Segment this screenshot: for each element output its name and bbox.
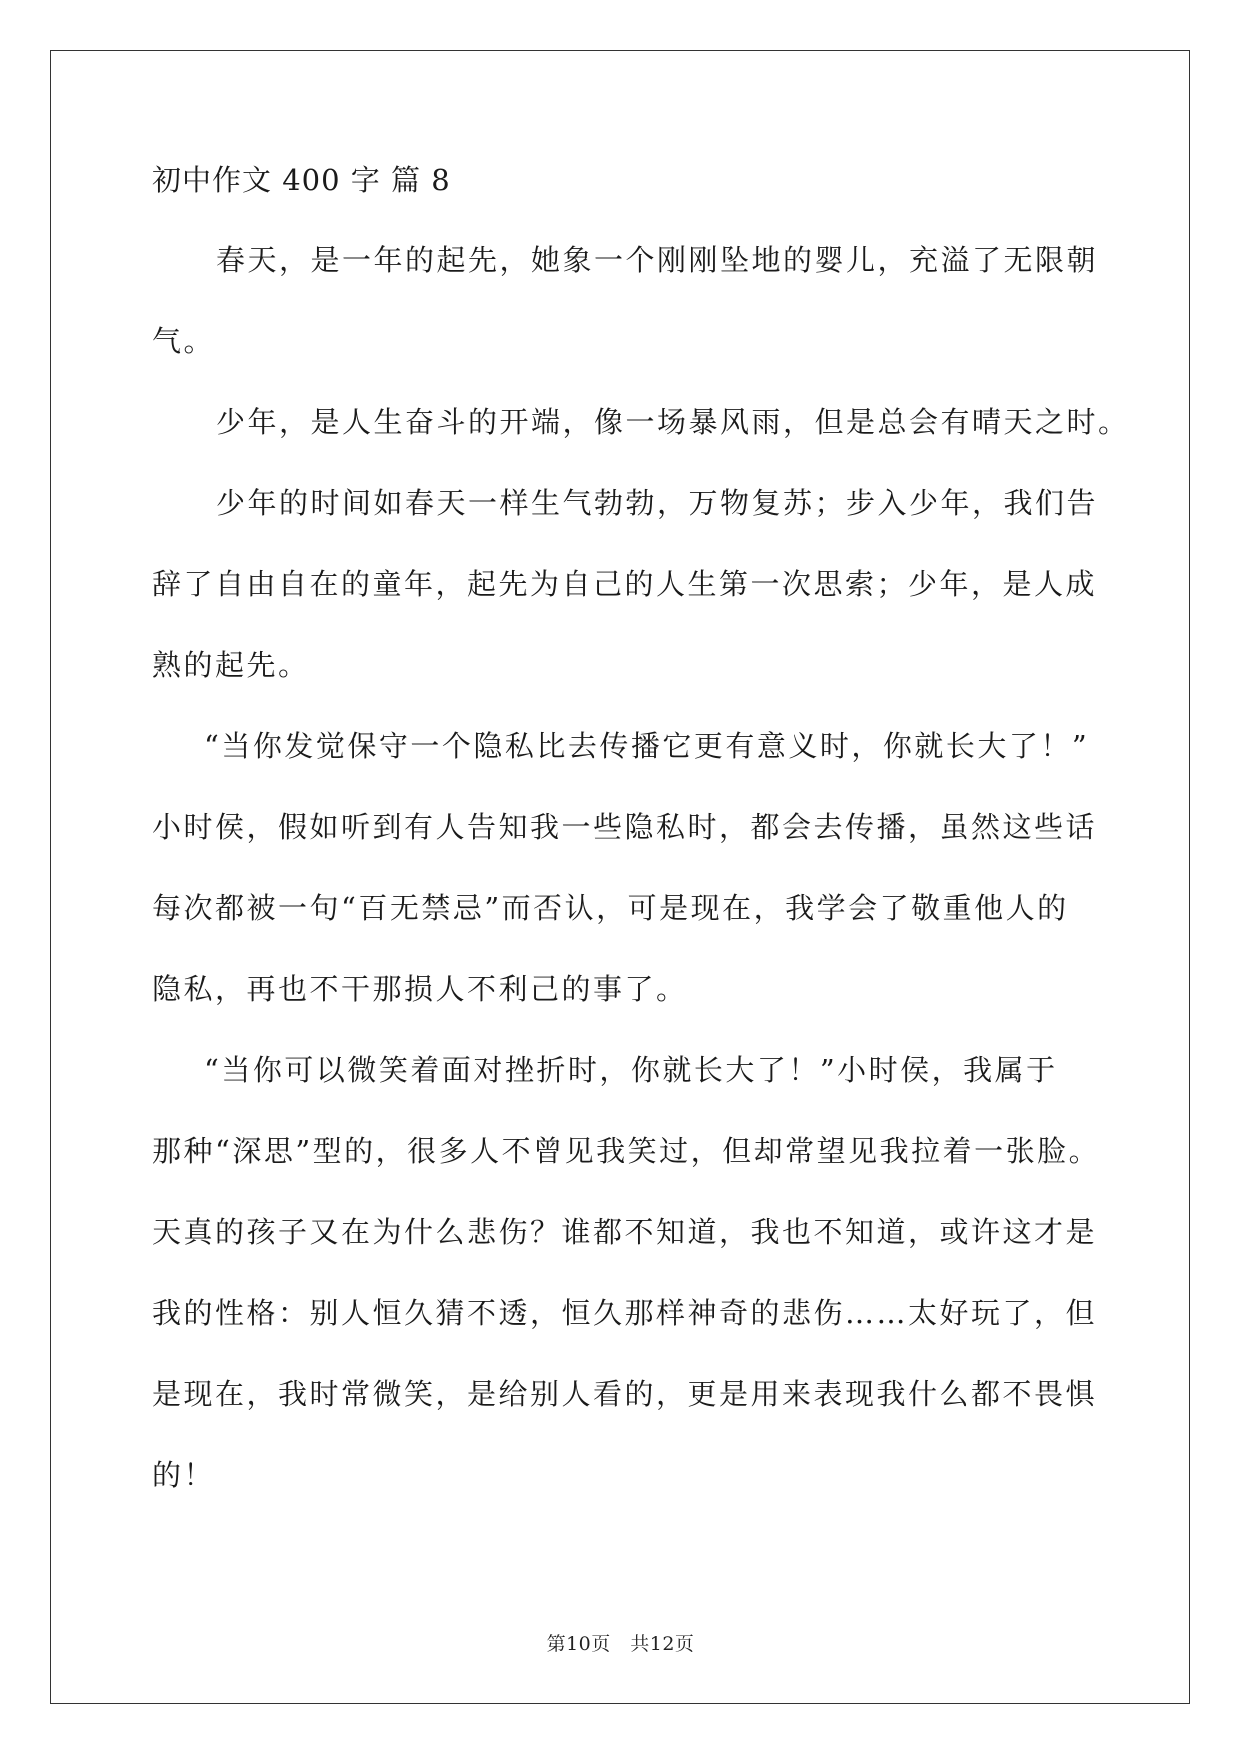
paragraph-5-line-5: 是现在，我时常微笑，是给别人看的，更是用来表现我什么都不畏惧 [152, 1377, 1098, 1411]
paragraph-1-line-1: 春天，是一年的起先，她象一个刚刚坠地的婴儿，充溢了无限朝 [216, 243, 1099, 277]
paragraph-2-line-1: 少年，是人生奋斗的开端，像一场暴风雨，但是总会有晴天之时。 [216, 405, 1130, 439]
paragraph-3-line-3: 熟的起先。 [152, 648, 310, 682]
paragraph-4-line-2: 小时侯，假如听到有人告知我一些隐私时，都会去传播，虽然这些话 [152, 810, 1098, 844]
paragraph-5-line-2: 那种“深思”型的，很多人不曾见我笑过，但却常望见我拉着一张脸。 [152, 1134, 1101, 1168]
paragraph-1-line-2: 气。 [152, 324, 216, 358]
paragraph-5-line-1: “当你可以微笑着面对挫折时，你就长大了！”小时侯，我属于 [204, 1053, 1058, 1087]
document-title: 初中作文 400 字 篇 8 [152, 163, 451, 197]
page-number-footer: 第10页 共12页 [546, 1633, 695, 1655]
paragraph-5-line-4: 我的性格：别人恒久猜不透，恒久那样神奇的悲伤……太好玩了，但 [152, 1296, 1098, 1330]
paragraph-3-line-2: 辞了自由自在的童年，起先为自己的人生第一次思索；少年，是人成 [152, 567, 1098, 601]
document-body [152, 160, 1130, 1536]
paragraph-3-line-1: 少年的时间如春天一样生气勃勃，万物复苏；步入少年，我们告 [216, 486, 1099, 520]
paragraph-4-line-4: 隐私，再也不干那损人不利己的事了。 [152, 972, 688, 1006]
paragraph-5-line-3: 天真的孩子又在为什么悲伤？谁都不知道，我也不知道，或许这才是 [152, 1215, 1098, 1249]
paragraph-4-line-3: 每次都被一句“百无禁忌”而否认，可是现在，我学会了敬重他人的 [152, 891, 1069, 925]
paragraph-4-line-1: “当你发觉保守一个隐私比去传播它更有意义时，你就长大了！” [204, 729, 1090, 763]
paragraph-5-line-6: 的！ [152, 1458, 216, 1492]
